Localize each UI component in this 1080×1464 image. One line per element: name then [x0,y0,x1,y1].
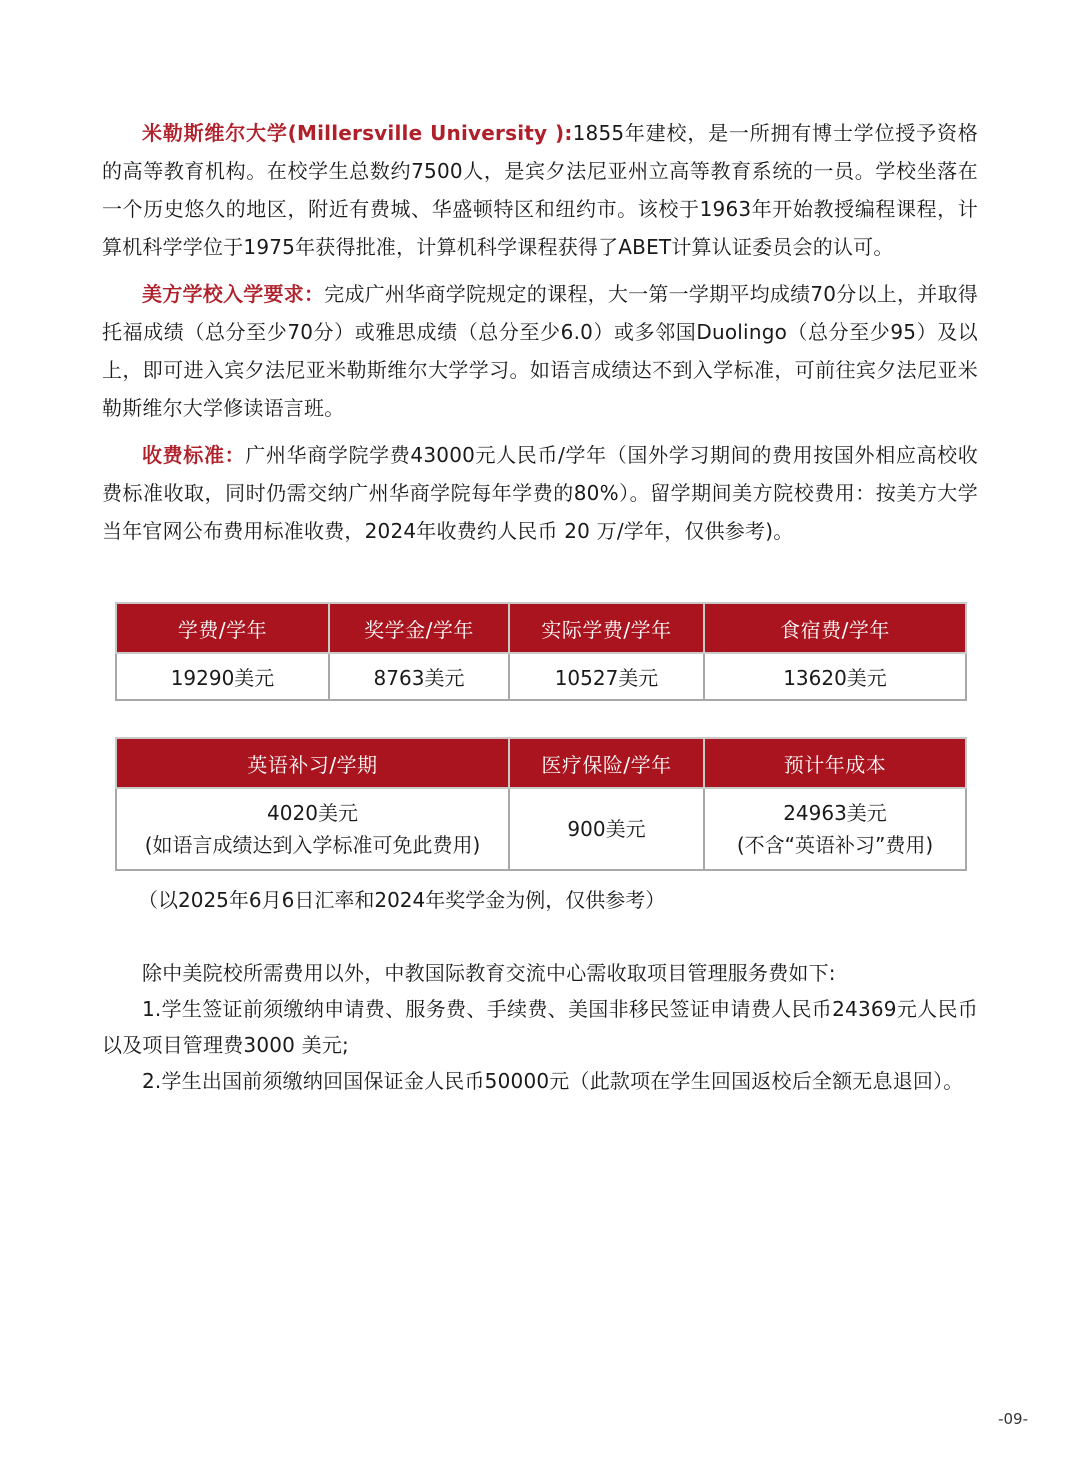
header-tuition: 学费/学年 [116,603,329,653]
fees-paragraph [102,436,978,550]
cell-estimated-cost [704,788,966,870]
estimated-cost-note: (不含“英语补习”费用) [736,833,934,857]
university-paragraph [102,114,978,266]
service-item-1: 1.学生签证前须缴纳申请费、服务费、手续费、美国非移民签证申请费人民币24369元人民币以及项目管理费3000 美元; [102,997,978,1057]
header-estimated-cost: 预计年成本 [704,738,966,788]
service-intro: 除中美院校所需费用以外，中教国际教育交流中心需收取项目管理服务费如下: [142,961,836,985]
tuition-table [115,602,967,701]
table-header-row [116,738,966,788]
medical-insurance-amount: 900美元 [567,817,646,841]
exchange-rate-note: （以2025年6月6日汇率和2024年奖学金为例，仅供参考） [138,888,666,912]
header-room-board: 食宿费/学年 [704,603,966,653]
header-actual-tuition: 实际学费/学年 [509,603,704,653]
header-english-tutoring: 英语补习/学期 [116,738,509,788]
header-medical-insurance: 医疗保险/学年 [509,738,704,788]
table-row [116,653,966,700]
english-tutoring-note: (如语言成绩达到入学标准可免此费用) [144,833,481,857]
value-actual-tuition: 10527美元 [509,653,704,700]
admission-paragraph [102,275,978,427]
value-room-board: 13620美元 [704,653,966,700]
page-number: -09- [998,1410,1028,1428]
university-label: 米勒斯维尔大学(Millersville University ): [142,121,573,145]
english-tutoring-amount: 4020美元 [267,801,358,825]
intro-section [102,114,978,559]
university-text: 1855年建校，是一所拥有博士学位授予资格的高等教育机构。在校学生总数约7500人，是宾夕法尼亚州立高等教育系统的一员。学校坐落在一个历史悠久的地区，附近有费城、华盛顿特区和纽约市。该校于1963年开始教授编程课程，计算机科学学位于1975年获得批准，计算机科学课程获得了ABET计算认证委员会的认可。 [102,121,978,259]
service-item-2: 2.学生出国前须缴纳回国保证金人民币50000元（此款项在学生回国返校后全额无息退回）。 [142,1069,964,1093]
fees-text: 广州华商学院学费43000元人民币/学年（国外学习期间的费用按国外相应高校收费标准收取，同时仍需交纳广州华商学院每年学费的80%）。留学期间美方院校费用：按美方大学当年官网公布费用标准收费，2024年收费约人民币 20 万/学年，仅供参考)。 [102,443,979,543]
table-row [116,788,966,870]
cell-medical-insurance [509,788,704,870]
value-tuition: 19290美元 [116,653,329,700]
value-scholarship: 8763美元 [329,653,509,700]
service-fee-section [102,955,978,1099]
table-header-row [116,603,966,653]
cell-english-tutoring [116,788,509,870]
admission-text: 完成广州华商学院规定的课程，大一第一学期平均成绩70分以上，并取得托福成绩（总分至少70分）或雅思成绩（总分至少6.0）或多邻国Duolingo（总分至少95）及以上，即可进入宾夕法尼亚米勒斯维尔大学学习。如语言成绩达不到入学标准，可前往宾夕法尼亚米勒斯维尔大学修读语言班。 [102,282,978,420]
admission-label: 美方学校入学要求： [142,282,325,306]
fees-label: 收费标准： [142,443,246,467]
estimated-cost-amount: 24963美元 [783,801,887,825]
header-scholarship: 奖学金/学年 [329,603,509,653]
additional-costs-table [115,737,967,871]
